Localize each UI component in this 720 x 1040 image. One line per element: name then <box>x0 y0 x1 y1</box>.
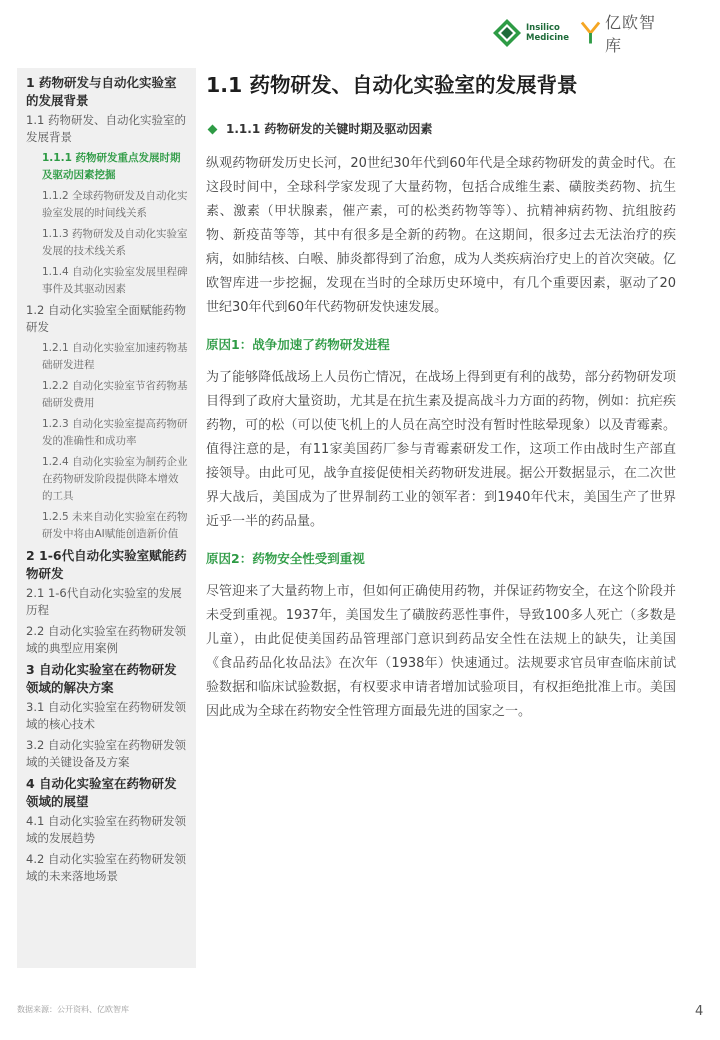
reason2-paragraph: 尽管迎来了大量药物上市，但如何正确使用药物，并保证药物安全，在这个阶段并未受到重视。1937年，美国发生了磺胺药恶性事件，导致100多人死亡（多数是儿童），由此促使美国药品管理部门意识到药品安全性在法规上的缺失，让美国《食品药品化妆品法》在次年（1938年）快速通过。法规要求官员审查临床前试验数据和临床试验数据，有权要求申请者增加试验项目，有权拒绝批准上市。美国因此成为全球在药物安全性管理方面最先进的国家之一。 <box>206 584 676 719</box>
toc-item[interactable]: 4.2 自动化实验室在药物研发领域的未来落地场景 <box>26 852 186 883</box>
toc-item[interactable]: 3 自动化实验室在药物研发领域的解决方案 <box>26 662 177 695</box>
diamond-bullet-icon <box>208 124 218 134</box>
toc-item[interactable]: 1.2.4 自动化实验室为制药企业在药物研发阶段提供降本增效的工具 <box>42 456 188 502</box>
insilico-diamond-icon <box>492 18 522 48</box>
intro-paragraph: 纵观药物研发历史长河，20世纪30年代到60年代是全球药物研发的黄金时代。在这段时间中，全球科学家发现了大量药物，包括合成维生素、磺胺类药物、抗生素、激素（甲状腺素，催产素，可的松类药物等等）、抗精神病药物、抗组胺药物、新疫苗等等，其中有很多是全新的药物。在这期间，很多过去无法治疗的疾病，如肺结核、白喉、肺炎都得到了治愈，成为人类疾病治疗史上的首次突破。亿欧智库进一步挖掘，发现在当时的全球历史环境中，有几个重要因素，驱动了20世纪30年代到60年代药物研发快速发展。 <box>206 156 676 315</box>
toc-item[interactable]: 1.2.2 自动化实验室节省药物基础研发费用 <box>42 380 188 409</box>
toc-item[interactable]: 1.1.1 药物研发重点发展时期及驱动因素挖掘 <box>42 152 181 181</box>
reason1-paragraph: 为了能够降低战场上人员伤亡情况，在战场上得到更有利的战势，部分药物研发项目得到了政府大量资助，尤其是在抗生素及提高战斗力方面的药物，例如：抗疟疾药物，可的松（可以使飞机上的人员在高空时没有暂时性眩晕现象）以及青霉素。值得注意的是，有11家美国药厂参与青霉素研发工作，这项工作由战时生产部直接领导。由此可见，战争直接促使相关药物研发进展。据公开数据显示，在二次世界大战后，美国成为了世界制药工业的领军者：到1940年代末，美国生产了世界近乎一半的药品量。 <box>206 370 676 529</box>
insilico-name-line1: Insilico <box>526 23 560 33</box>
data-source-note: 数据来源：公开资料、亿欧智库 <box>17 1005 129 1014</box>
page-number: 4 <box>695 1004 704 1019</box>
yiou-name: 亿欧智库 <box>605 13 657 55</box>
toc-item[interactable]: 1.2.1 自动化实验室加速药物基础研发进程 <box>42 342 188 371</box>
toc-item[interactable]: 1.2 自动化实验室全面赋能药物研发 <box>26 303 186 334</box>
insilico-name-line2: Medicine <box>526 33 569 43</box>
page-title: 1.1 药物研发、自动化实验室的发展背景 <box>206 73 578 97</box>
table-of-contents <box>17 68 196 968</box>
subsection-title: 1.1.1 药物研发的关键时期及驱动因素 <box>226 122 433 136</box>
toc-item[interactable]: 4 自动化实验室在药物研发领域的展望 <box>26 776 177 809</box>
yiou-mark-icon <box>580 20 601 46</box>
insilico-logo <box>492 16 572 50</box>
toc-item[interactable]: 1.2.5 未来自动化实验室在药物研发中将由AI赋能创造新价值 <box>42 511 188 540</box>
main-content <box>206 68 676 724</box>
toc-item[interactable]: 1.1 药物研发、自动化实验室的发展背景 <box>26 113 186 144</box>
toc-item[interactable]: 1.2.3 自动化实验室提高药物研发的准确性和成功率 <box>42 418 188 447</box>
toc-item[interactable]: 1.1.3 药物研发及自动化实验室发展的技术线关系 <box>42 228 188 257</box>
toc-item[interactable]: 3.1 自动化实验室在药物研发领域的核心技术 <box>26 700 186 731</box>
toc-item[interactable]: 2.2 自动化实验室在药物研发领域的典型应用案例 <box>26 624 186 655</box>
toc-item[interactable]: 1 药物研发与自动化实验室的发展背景 <box>26 75 177 108</box>
reason1-heading: 原因1：战争加速了药物研发进程 <box>206 337 390 352</box>
reason2-heading: 原因2：药物安全性受到重视 <box>206 551 365 566</box>
yiou-logo <box>580 13 670 55</box>
toc-item[interactable]: 2.1 1-6代自动化实验室的发展历程 <box>26 586 182 617</box>
toc-item[interactable]: 4.1 自动化实验室在药物研发领域的发展趋势 <box>26 814 186 845</box>
toc-item[interactable]: 3.2 自动化实验室在药物研发领域的关键设备及方案 <box>26 738 186 769</box>
toc-item[interactable]: 1.1.4 自动化实验室发展里程碑事件及其驱动因素 <box>42 266 188 295</box>
toc-item[interactable]: 2 1-6代自动化实验室赋能药物研发 <box>26 548 187 581</box>
toc-item[interactable]: 1.1.2 全球药物研发及自动化实验室发展的时间线关系 <box>42 190 188 219</box>
subsection-heading <box>206 120 676 138</box>
